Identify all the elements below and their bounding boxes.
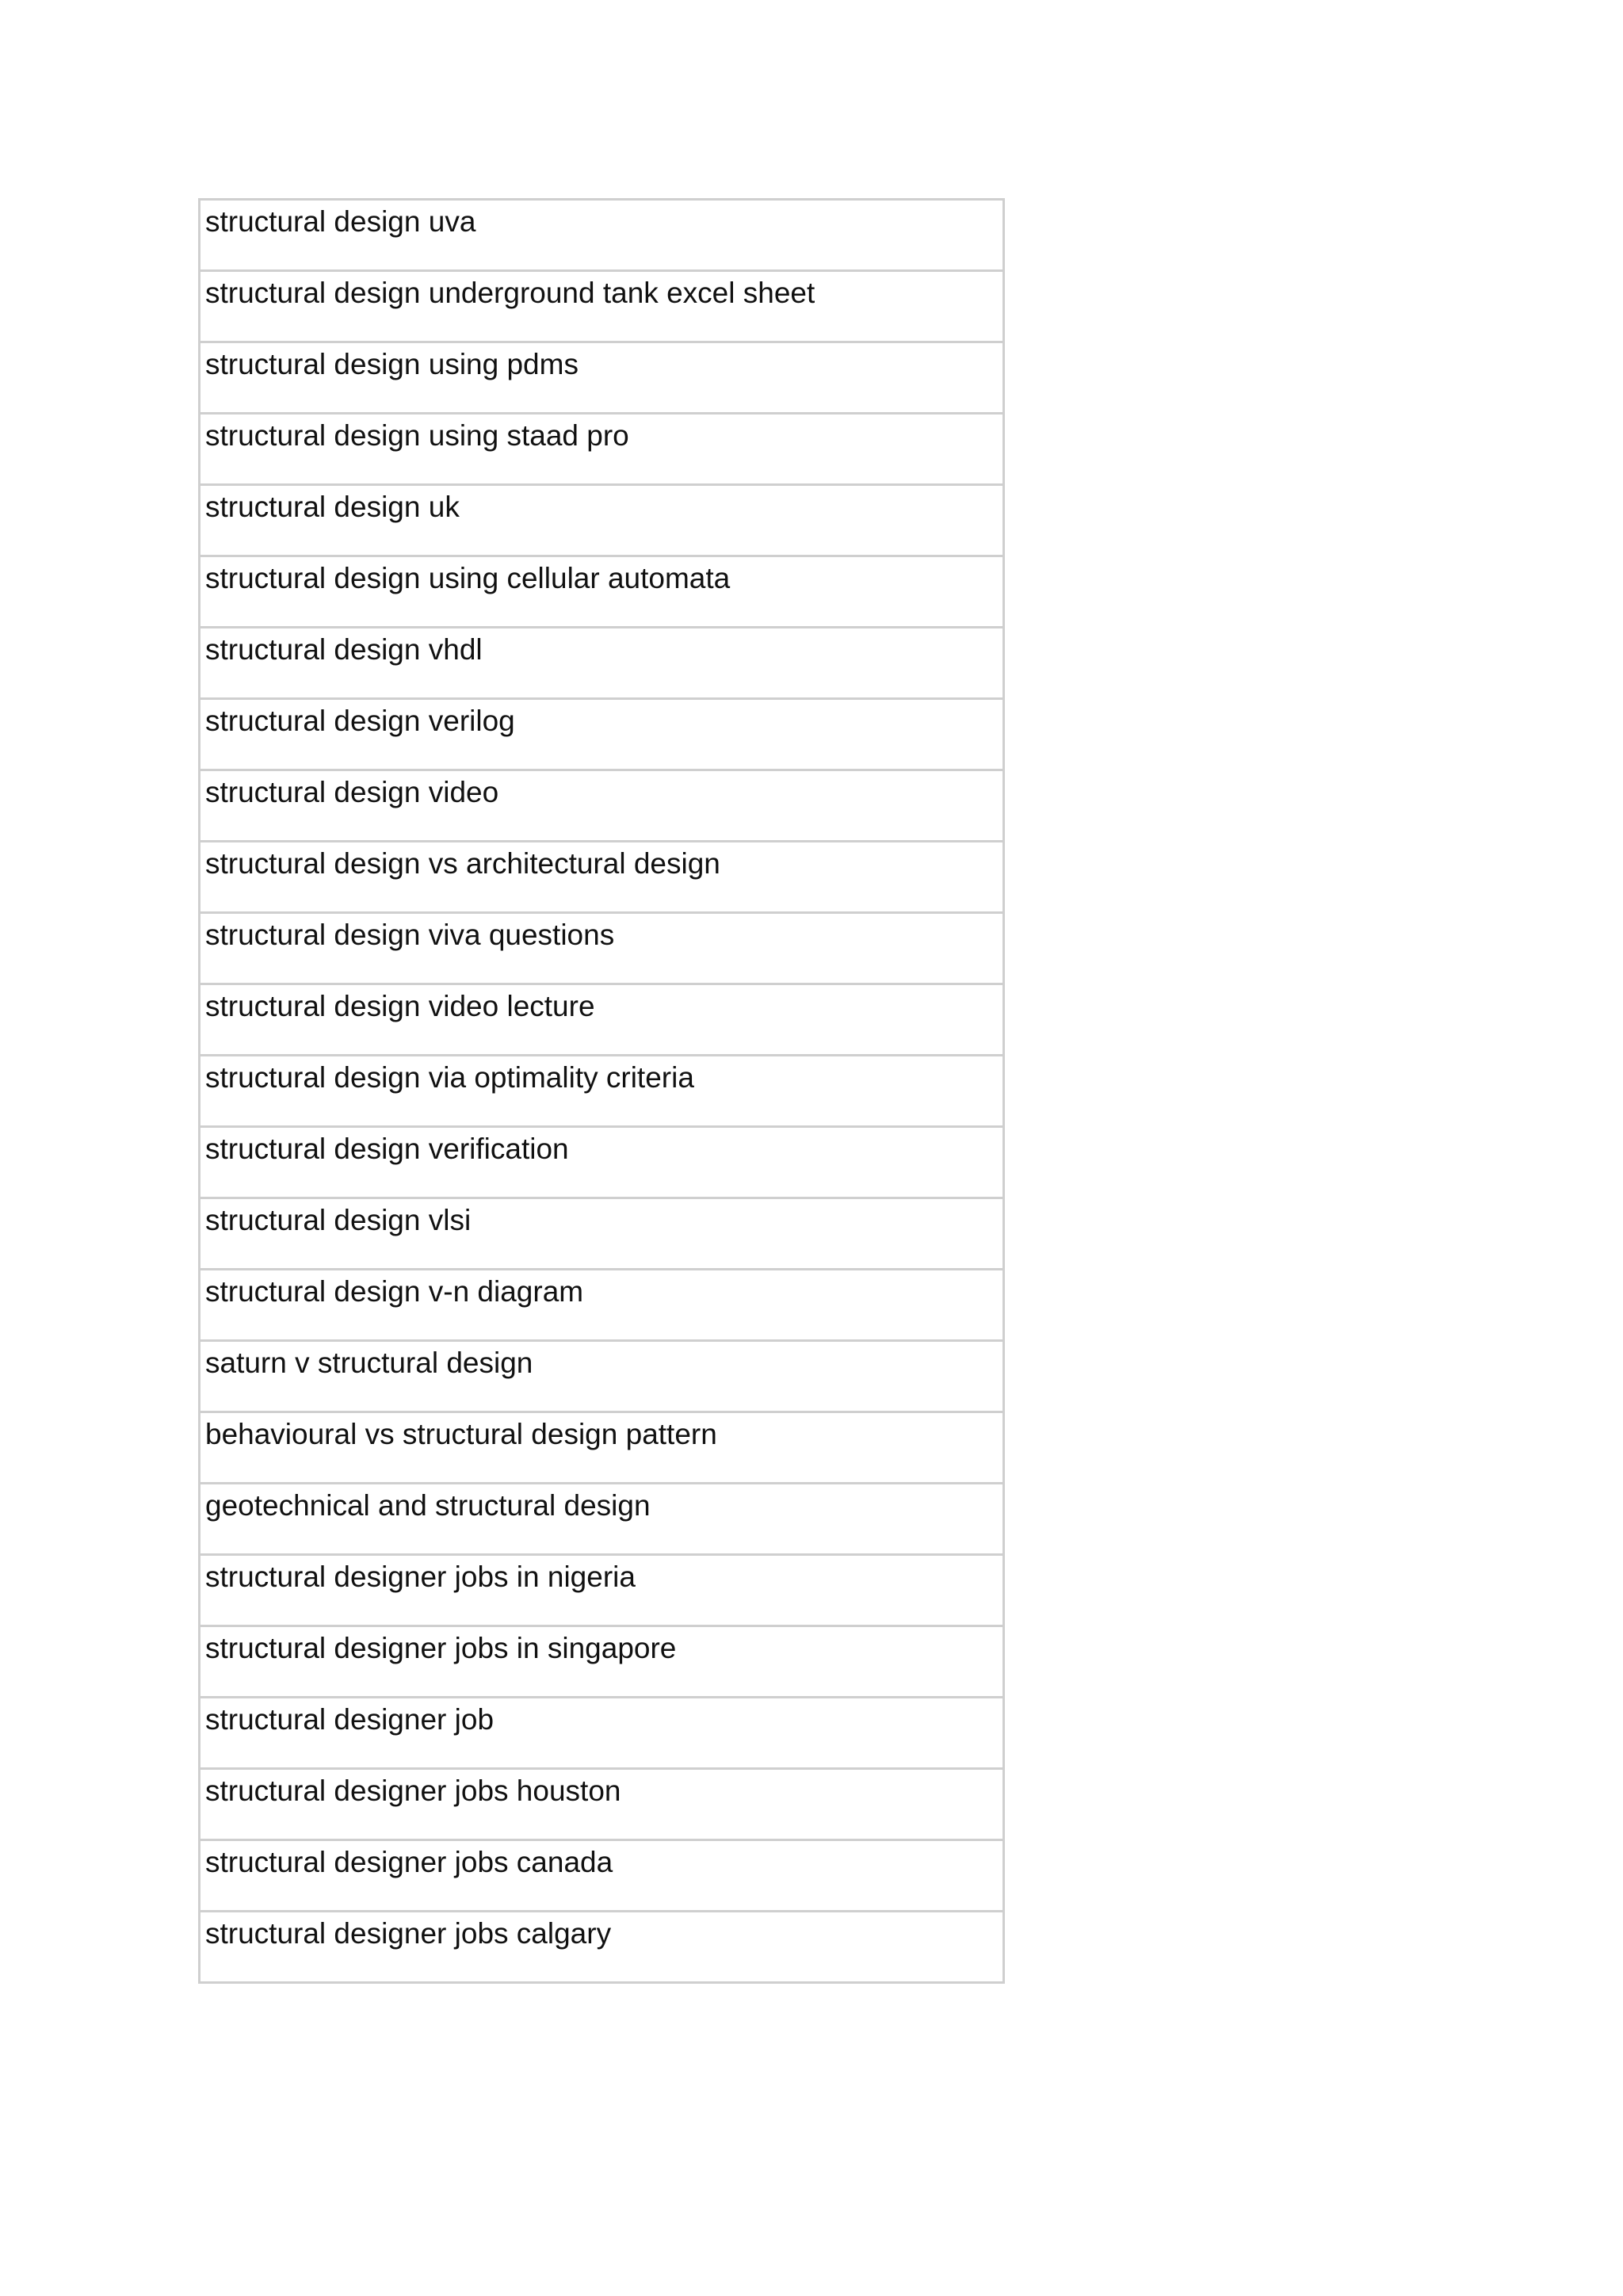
table-row <box>200 1769 1004 1840</box>
table-row <box>200 1626 1004 1698</box>
table-cell: structural design viva questions <box>200 913 1004 984</box>
table-cell: structural designer jobs canada <box>200 1840 1004 1912</box>
table-row <box>200 1412 1004 1484</box>
table-cell: structural design vs architectural design <box>200 842 1004 913</box>
table-row <box>200 628 1004 699</box>
table-row <box>200 271 1004 342</box>
table-row <box>200 1840 1004 1912</box>
table-cell: structural design v-n diagram <box>200 1270 1004 1341</box>
table-cell: structural design via optimality criteria <box>200 1056 1004 1127</box>
table-row <box>200 984 1004 1056</box>
table-cell: structural design using staad pro <box>200 414 1004 485</box>
table-cell: structural design verilog <box>200 699 1004 770</box>
table-row <box>200 1555 1004 1626</box>
table-cell: structural design underground tank excel sheet <box>200 271 1004 342</box>
table-row <box>200 414 1004 485</box>
keyword-table <box>198 198 1005 1984</box>
table-row <box>200 1270 1004 1341</box>
table-cell: structural design using pdms <box>200 342 1004 414</box>
table-row <box>200 556 1004 628</box>
table-row <box>200 1341 1004 1412</box>
table-cell: structural design vlsi <box>200 1198 1004 1270</box>
table-row <box>200 1484 1004 1555</box>
table-cell: structural designer jobs calgary <box>200 1912 1004 1983</box>
table-cell: saturn v structural design <box>200 1341 1004 1412</box>
table-cell: structural designer jobs in singapore <box>200 1626 1004 1698</box>
table-cell: structural designer jobs houston <box>200 1769 1004 1840</box>
table-cell: structural design verification <box>200 1127 1004 1198</box>
table-cell: structural designer jobs in nigeria <box>200 1555 1004 1626</box>
table-row <box>200 699 1004 770</box>
table-cell: structural design uk <box>200 485 1004 556</box>
table-row <box>200 1127 1004 1198</box>
table-row <box>200 913 1004 984</box>
table-row <box>200 1056 1004 1127</box>
table-row <box>200 485 1004 556</box>
table-row <box>200 1912 1004 1983</box>
table-row <box>200 1198 1004 1270</box>
table-row <box>200 200 1004 271</box>
table-cell: geotechnical and structural design <box>200 1484 1004 1555</box>
table-cell: structural design vhdl <box>200 628 1004 699</box>
table-row <box>200 770 1004 842</box>
table-row <box>200 1698 1004 1769</box>
table-cell: structural designer job <box>200 1698 1004 1769</box>
keyword-table-body <box>200 200 1004 1983</box>
table-cell: structural design video <box>200 770 1004 842</box>
table-cell: structural design using cellular automata <box>200 556 1004 628</box>
table-cell: structural design uva <box>200 200 1004 271</box>
table-row <box>200 842 1004 913</box>
table-cell: structural design video lecture <box>200 984 1004 1056</box>
table-row <box>200 342 1004 414</box>
table-cell: behavioural vs structural design pattern <box>200 1412 1004 1484</box>
